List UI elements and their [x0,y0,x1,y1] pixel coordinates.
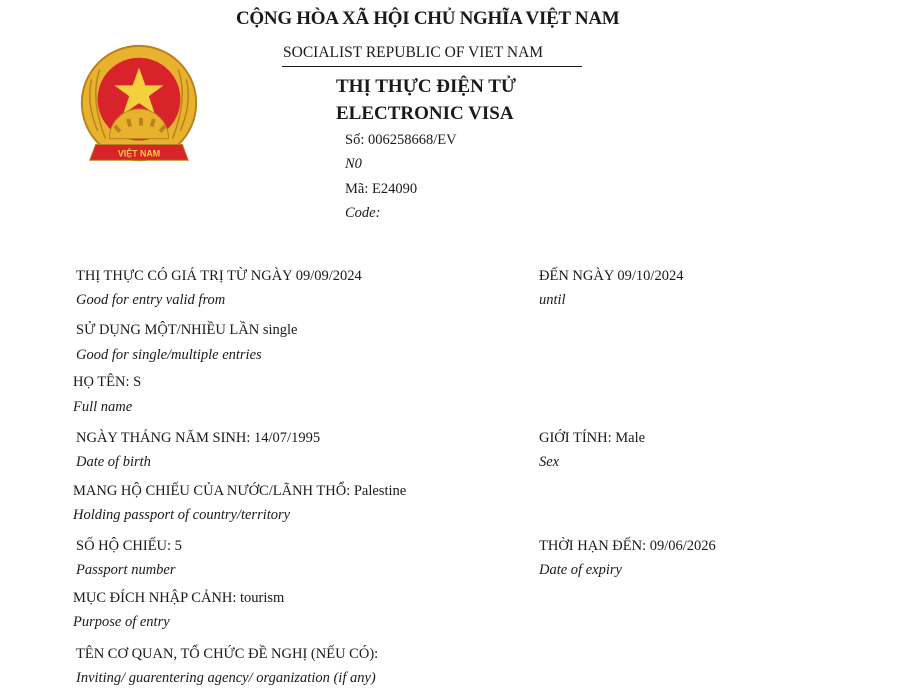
passport-number-en: Passport number [76,562,176,578]
passport-country-vi: MANG HỘ CHIẾU CỦA NƯỚC/LÃNH THỔ: Palestine [73,483,407,499]
dob-vi: NGÀY THÁNG NĂM SINH: 14/07/1995 [76,430,321,446]
visa-code: Mã: E24090 [345,181,418,197]
full-name-en: Full name [73,399,133,415]
header-underline [282,66,582,67]
valid-until-vi: ĐẾN NGÀY 09/10/2024 [539,268,684,284]
country-name-vi: CỘNG HÒA XÃ HỘI CHỦ NGHĨA VIỆT NAM [236,8,620,29]
sex-vi: GIỚI TÍNH: Male [539,430,646,446]
valid-from-vi: THỊ THỰC CÓ GIÁ TRỊ TỪ NGÀY 09/09/2024 [76,268,362,284]
visa-number-en: N0 [345,156,362,172]
valid-from-en: Good for entry valid from [76,292,226,308]
national-emblem-icon [70,40,208,178]
purpose-vi: MỤC ĐÍCH NHẬP CẢNH: tourism [73,590,285,606]
expiry-vi: THỜI HẠN ĐẾN: 09/06/2026 [539,538,716,554]
valid-until-en: until [539,292,566,308]
passport-number-vi: SỐ HỘ CHIẾU: 5 [76,538,182,554]
passport-country-en: Holding passport of country/territory [73,507,291,523]
visa-number: Số: 006258668/EV [345,132,457,148]
agency-en: Inviting/ guarentering agency/ organization (if any) [76,670,376,686]
sex-en: Sex [539,454,560,470]
entries-en: Good for single/multiple entries [76,347,262,363]
visa-code-en: Code: [345,205,381,221]
expiry-en: Date of expiry [539,562,622,578]
dob-en: Date of birth [76,454,151,470]
full-name-vi: HỌ TÊN: S [73,374,142,390]
doc-title-vi: THỊ THỰC ĐIỆN TỬ [336,76,517,97]
agency-vi: TÊN CƠ QUAN, TỔ CHỨC ĐỀ NGHỊ (NẾU CÓ): [76,646,379,662]
purpose-en: Purpose of entry [73,614,170,630]
entries-vi: SỬ DỤNG MỘT/NHIỀU LẦN single [76,322,298,338]
emblem-ribbon-text: VIỆT NAM [117,148,161,159]
doc-title-en: ELECTRONIC VISA [336,103,514,124]
country-name-en: SOCIALIST REPUBLIC OF VIET NAM [283,44,544,61]
